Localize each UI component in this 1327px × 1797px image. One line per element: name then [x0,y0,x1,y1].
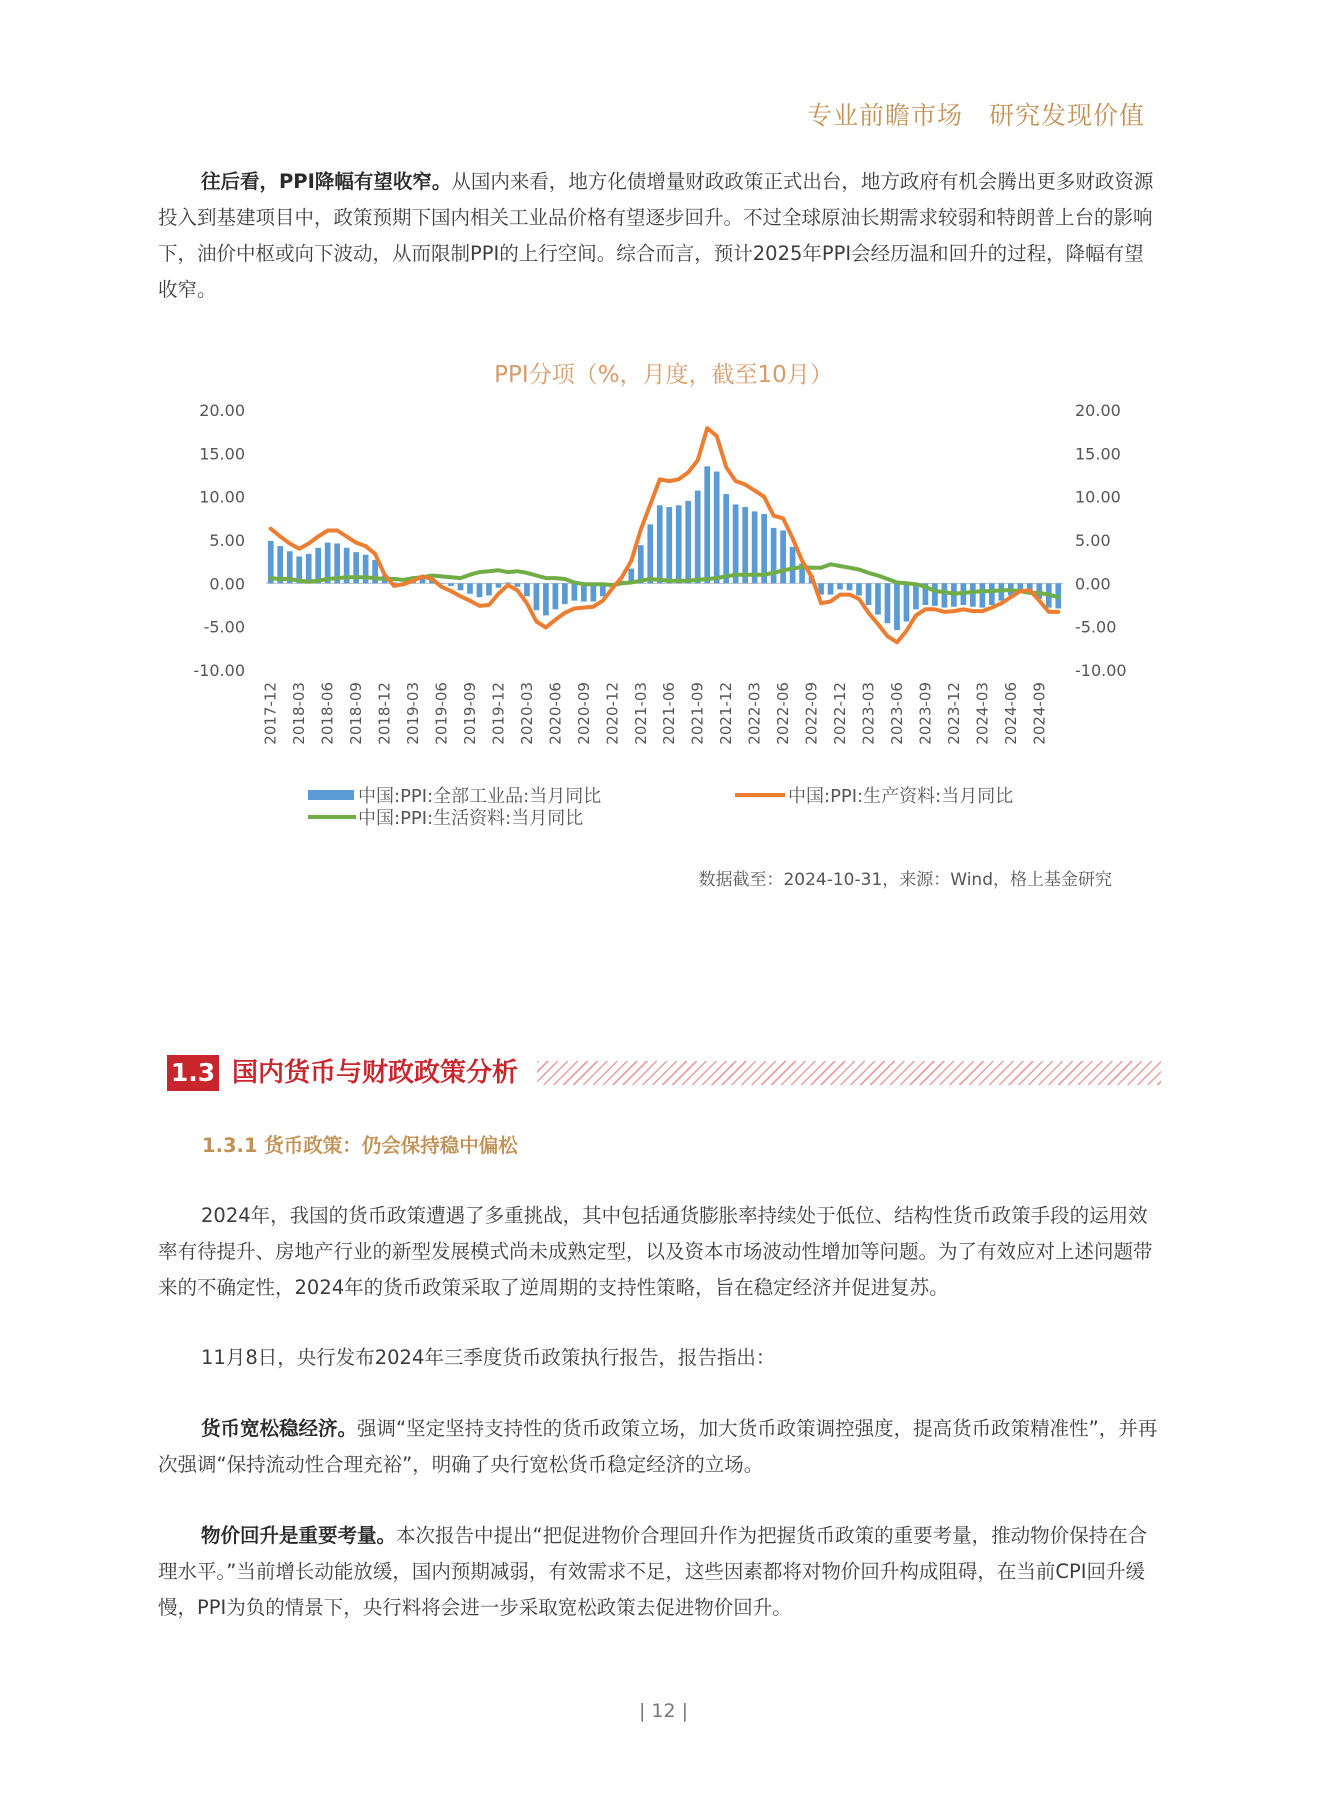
x-tick-label: 2019-03 [404,682,423,745]
x-tick-label: 2021-06 [660,682,679,745]
y-tick-left: 15.00 [199,444,245,464]
bar-ppi-all [704,466,710,583]
paragraph-body: 本次报告中提出“把促进物价合理回升作为把握货币政策的重要考量，推动物价保持在合理水平。”当前增长动能放缓，国内预期减弱，有效需求不足，这些因素都将对物价回升构成阻碍，在当前CPI回升缓慢，PPI为负的情景下，央行料将会进一步采取宽松政策去促进物价回升。 [158,1524,1148,1619]
chart-title: PPI分项（%，月度，截至10月） [494,362,833,388]
y-tick-right: 0.00 [1075,574,1111,594]
bar-ppi-all [847,583,853,590]
paragraph-body: 从国内来看，地方化债增量财政政策正式出台，地方政府有机会腾出更多财政资源投入到基建项目中，政策预期下国内相关工业品价格有望逐步回升。不过全球原油长期需求较弱和特朗普上台的影响下，油价中枢或向下波动，从而限制PPI的上行空间。综合而言，预计2025年PPI会经历温和回升的过程，降幅有望收窄。 [158,170,1154,301]
bar-ppi-all [790,547,796,583]
section-hatch-decoration [537,1061,1161,1085]
bar-ppi-all [477,583,483,597]
y-tick-left: 10.00 [199,487,245,507]
paragraph-lead: 物价回升是重要考量。 [201,1524,397,1547]
bar-ppi-all [733,504,739,583]
x-tick-label: 2022-12 [831,682,850,745]
x-tick-label: 2022-09 [802,682,821,745]
bar-ppi-all [942,583,948,607]
paragraph-easing [158,1411,1160,1483]
bar-ppi-all [695,491,701,584]
x-tick-label: 2019-06 [432,682,451,745]
legend-label: 中国:PPI:生产资料:当月同比 [788,786,1014,807]
y-tick-right: 20.00 [1075,401,1121,420]
x-tick-label: 2020-06 [546,682,565,745]
bar-ppi-all [638,545,644,583]
paragraph-prices [158,1518,1160,1626]
bar-ppi-all [458,583,464,590]
x-tick-label: 2018-09 [347,682,366,745]
bar-ppi-all [752,511,758,583]
y-tick-left: -10.00 [193,661,245,680]
x-tick-label: 2020-12 [603,682,622,745]
x-tick-label: 2022-06 [774,682,793,745]
paragraph-monetary-policy: 2024年，我国的货币政策遭遇了多重挑战，其中包括通货膨胀率持续处于低位、结构性货币政策手段的运用效率有待提升、房地产行业的新型发展模式尚未成熟定型，以及资本市场波动性增加等问题。为了有效应对上述问题带来的不确定性，2024年的货币政策采取了逆周期的支持性策略，旨在稳定经济并促进复苏。 [158,1204,1153,1299]
slogan-left: 专业前瞻市场 [806,101,963,130]
bar-ppi-all [875,583,881,614]
paragraph-body: 强调“坚定坚持支持性的货币政策立场，加大货币政策调控强度，提高货币政策精准性”，并再次强调“保持流动性合理充裕”，明确了央行宽松货币稳定经济的立场。 [158,1417,1158,1476]
bar-ppi-all [647,524,653,583]
bar-ppi-all [524,583,530,596]
bar-ppi-all [970,583,976,606]
section-number: 1.3 [167,1055,219,1091]
x-tick-label: 2024-03 [973,682,992,745]
bar-ppi-all [467,583,473,593]
bar-ppi-all [866,583,872,605]
x-tick-label: 2021-03 [631,682,650,745]
subsection-title: 1.3.1 货币政策：仍会保持稳中偏松 [202,1134,518,1157]
x-tick-label: 2020-03 [517,682,536,745]
x-tick-label: 2023-12 [944,682,963,745]
bar-ppi-all [448,583,454,586]
y-tick-left: -5.00 [203,617,245,637]
legend-label: 中国:PPI:全部工业品:当月同比 [358,786,602,807]
chart-source: 数据截至：2024-10-31，来源：Wind，格上基金研究 [698,870,1112,890]
bar-ppi-all [543,583,549,615]
bar-ppi-all [657,505,663,583]
bar-ppi-all [486,583,492,595]
section-heading [167,1055,1161,1091]
bar-ppi-all [534,583,540,610]
bar-ppi-all [885,583,891,623]
y-tick-right: -10.00 [1075,661,1127,680]
bar-ppi-all [562,583,568,604]
y-tick-left: 5.00 [209,531,245,550]
x-tick-label: 2024-09 [1030,682,1049,745]
page-number: | 12 | [638,1700,689,1722]
bar-ppi-all [714,472,720,584]
bar-ppi-all [913,583,919,609]
bar-ppi-all [932,583,938,606]
bar-ppi-all [894,583,900,630]
bar-ppi-all [780,530,786,583]
x-tick-label: 2024-06 [1001,681,1020,745]
bar-ppi-all [742,507,748,583]
x-tick-label: 2021-09 [688,682,707,745]
paragraph-lead: 往后看，PPI降幅有望收窄。 [201,170,452,193]
y-tick-left: 0.00 [209,574,245,594]
x-tick-label: 2018-03 [290,682,309,745]
x-tick-label: 2021-12 [717,682,736,745]
bar-ppi-all [515,583,521,586]
x-tick-label: 2023-06 [887,682,906,745]
bar-ppi-all [904,583,910,621]
x-tick-label: 2018-12 [375,682,394,745]
y-tick-right: -5.00 [1075,617,1117,637]
bar-ppi-all [572,583,578,600]
x-tick-label: 2017-12 [261,682,280,745]
bar-ppi-all [306,554,312,583]
y-tick-right: 15.00 [1075,444,1121,464]
slogan-right: 研究发现价值 [988,101,1145,130]
paragraph-report-intro: 11月8日，央行发布2024年三季度货币政策执行报告，报告指出： [201,1346,776,1369]
bar-ppi-all [856,583,862,595]
x-tick-label: 2022-03 [745,682,764,745]
y-tick-right: 10.00 [1075,487,1121,507]
bar-ppi-all [553,583,559,609]
bar-ppi-all [666,507,672,583]
x-tick-label: 2023-09 [916,682,935,745]
y-tick-right: 5.00 [1075,531,1111,550]
x-tick-label: 2019-12 [489,682,508,745]
bar-ppi-all [496,583,502,587]
bar-ppi-all [685,501,691,583]
bar-ppi-all [723,494,729,583]
x-tick-label: 2019-09 [460,682,479,745]
legend-swatch-bar [308,790,354,800]
x-tick-label: 2020-09 [574,682,593,745]
bar-ppi-all [989,583,995,605]
bar-ppi-all [828,583,834,594]
y-tick-left: 20.00 [199,401,245,420]
paragraph-lead: 货币宽松稳经济。 [201,1417,358,1440]
line-ppi-production [271,428,1059,642]
legend-label: 中国:PPI:生活资料:当月同比 [358,808,584,829]
section-title: 国内货币与财政政策分析 [232,1058,519,1088]
bar-ppi-all [980,583,986,607]
bar-ppi-all [837,583,843,589]
x-tick-label: 2023-03 [859,682,878,745]
bar-ppi-all [315,548,321,584]
x-tick-label: 2018-06 [318,682,337,745]
bar-ppi-all [676,505,682,583]
